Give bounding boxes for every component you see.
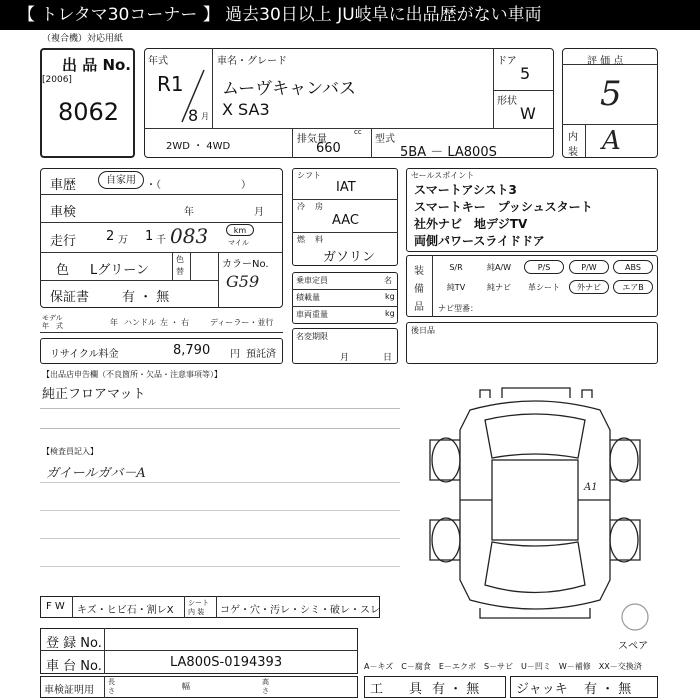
equip-tv: 純TV xyxy=(446,283,466,292)
body-type-value: W xyxy=(520,104,536,123)
color-label: 色 xyxy=(56,263,70,278)
subheader: （複合機）対応用紙 xyxy=(42,34,124,44)
warranty-label: 保証書 xyxy=(50,290,90,305)
recycle-unit: 円 xyxy=(230,349,240,360)
aircon-value: AAC xyxy=(332,213,359,228)
year-month-unit: 月 xyxy=(201,112,209,121)
sales-point-2: スマートキー プッシュスタート xyxy=(414,200,593,214)
mileage-man: 2 xyxy=(106,229,115,244)
sales-points-list xyxy=(414,182,593,250)
tools-label: 工 具 xyxy=(370,682,423,697)
recycle-value: 8,790 xyxy=(173,343,211,358)
lot-number: 8062 xyxy=(58,98,120,126)
spare-icon xyxy=(620,600,650,634)
name-change-day: 日 xyxy=(383,353,393,363)
interior-label-2: 装 xyxy=(568,147,578,158)
handle-value: 左 ・ 右 xyxy=(160,318,190,327)
weight-unit: kg xyxy=(385,309,395,318)
mileage-km: km xyxy=(226,224,254,236)
history-circle: 自家用 xyxy=(98,171,144,189)
model-year-unit: 年 xyxy=(110,318,118,327)
load-label: 積載量 xyxy=(296,293,320,302)
displacement-unit: cc xyxy=(354,128,362,136)
year-month: 8 xyxy=(188,106,199,125)
aircon-label-1: 冷 xyxy=(297,202,305,211)
tools-value: 有 ・ 無 xyxy=(432,682,480,697)
capacity-unit: 名 xyxy=(384,276,392,285)
recycle-label: リサイクル料金 xyxy=(50,349,119,360)
rear-items-label: 後日品 xyxy=(411,326,435,335)
cert-height-2: さ xyxy=(262,687,269,695)
name-change-label: 名変期限 xyxy=(296,332,328,341)
lot-box xyxy=(40,48,135,158)
shift-label: シフト xyxy=(297,171,321,180)
equip-ps: P/S xyxy=(524,260,564,274)
inspector-handwritten: ガイールガバ－A xyxy=(46,466,146,481)
inspection-label: 車検 xyxy=(50,205,77,220)
mileage-mile: マイル xyxy=(228,239,249,247)
load-unit: kg xyxy=(385,292,395,301)
fw-label: F W xyxy=(46,601,65,612)
equip-abs: ABS xyxy=(613,260,653,274)
diagram-mark: A1 xyxy=(584,482,598,493)
recycle-note: 預託済 xyxy=(246,349,276,360)
doors-value: 5 xyxy=(520,64,531,83)
inspection-year-unit: 年 xyxy=(184,207,194,218)
history-rest: ・（ ） xyxy=(146,180,251,191)
type-code-value: 5BA － LA800S xyxy=(400,145,497,160)
sales-points-label: セールスポイント xyxy=(411,171,475,180)
score-label: 評 価 点 xyxy=(587,56,624,67)
cert-length-2: さ xyxy=(108,687,115,695)
spare-label: スペア xyxy=(618,641,648,652)
notes-label: 【出品店申告欄（不良箇所・欠品・注意事項等）】 xyxy=(42,370,222,379)
handle-label: ハンドル xyxy=(124,318,156,327)
shift-value: IAT xyxy=(336,180,356,195)
capacity-label: 乗車定員 xyxy=(296,276,328,285)
mileage-handwritten: 083 xyxy=(170,224,209,248)
cert-width: 幅 xyxy=(182,682,190,691)
stamp: [2006] xyxy=(42,75,72,85)
equip-alloy: 純A/W xyxy=(486,263,512,272)
fuel-value: ガソリン xyxy=(323,250,376,265)
color-swap-2: 替 xyxy=(176,267,184,276)
mileage-label: 走行 xyxy=(50,234,77,249)
displacement-label: 排気量 xyxy=(297,134,327,145)
year-label: 年式 xyxy=(148,56,168,67)
body-type-label: 形状 xyxy=(497,96,517,107)
interior-label-1: 内 xyxy=(568,132,578,143)
cert-length-1: 長 xyxy=(108,678,115,686)
equipment-label-2: 備 xyxy=(414,284,424,295)
doors-label: ドア xyxy=(497,56,517,67)
equip-aftermarket-nav: 外ナビ xyxy=(569,280,609,294)
jack-value: 有 ・ 無 xyxy=(584,682,632,697)
chassis-label: 車 台 No. xyxy=(46,659,102,674)
inspector-label: 【検査員記入】 xyxy=(42,447,98,456)
model-name: ムーヴキャンバス xyxy=(222,79,356,99)
fuel-label-2: 料 xyxy=(315,235,323,244)
banner-title: 【 トレタマ30コーナー 】 過去30日以上 JU岐阜に出品歴がない車両 xyxy=(0,0,700,30)
year-era: R1 xyxy=(157,72,184,96)
damage-legend: A－キズ C－腐食 E－エクボ S－サビ U－凹ミ W－補修 XX－交換済 xyxy=(364,662,642,671)
dealer-type: ディーラー・並行 xyxy=(210,318,274,327)
equip-leather: 革シート xyxy=(528,283,560,292)
inspection-month-unit: 月 xyxy=(254,207,264,218)
equipment-label-1: 装 xyxy=(414,266,424,277)
interior-value: A xyxy=(602,126,621,156)
displacement-value: 660 xyxy=(316,141,341,156)
sales-point-1: スマートアシスト3 xyxy=(414,183,517,197)
score-value: 5 xyxy=(600,74,622,114)
name-change-month: 月 xyxy=(340,353,350,363)
color-no-label: カラーNo. xyxy=(222,259,269,270)
warranty-value: 有 ・ 無 xyxy=(122,290,170,305)
equip-airbag: エアB xyxy=(613,280,653,294)
chassis-value: LA800S-0194393 xyxy=(170,655,283,670)
jack-label: ジャッキ xyxy=(516,682,568,697)
fw-text: キズ・ヒビ石・割レX xyxy=(77,605,174,616)
mileage-sen: 1 xyxy=(145,229,154,244)
sales-point-4: 両側パワースライドドア xyxy=(414,234,545,248)
notes-text: 純正フロアマット xyxy=(42,387,146,402)
mileage-sen-unit: 千 xyxy=(156,235,166,246)
seat-label-2: 内 装 xyxy=(188,608,205,616)
sales-point-3: 社外ナビ 地デジTV xyxy=(414,217,528,231)
history-label: 車歴 xyxy=(50,178,77,193)
seat-label-1: シート xyxy=(188,599,209,607)
color-swap-1: 色 xyxy=(176,255,184,264)
car-diagram xyxy=(410,380,660,630)
mileage-man-unit: 万 xyxy=(118,235,128,246)
model-grade: X SA3 xyxy=(222,100,270,119)
cert-height-1: 高 xyxy=(262,678,269,686)
rear-items-box xyxy=(406,322,658,364)
registration-label: 登 録 No. xyxy=(46,636,102,651)
aircon-label-2: 房 xyxy=(315,202,323,211)
color-value: Lグリーン xyxy=(90,263,149,278)
type-code-label: 型式 xyxy=(375,134,395,145)
cert-label: 車検証明用 xyxy=(44,685,94,696)
equip-pw: P/W xyxy=(569,260,609,274)
weight-label: 車両重量 xyxy=(296,310,328,319)
model-year-label-2: 年 式 xyxy=(42,322,63,330)
lot-label: 出 品 No. xyxy=(62,56,132,74)
model-year-label-1: モデル xyxy=(42,314,63,322)
nav-model-label: ナビ型番： xyxy=(438,304,478,313)
equipment-label-3: 品 xyxy=(414,302,424,313)
drive-type: 2WD ・ 4WD xyxy=(166,141,231,152)
equip-nav: 純ナビ xyxy=(487,283,511,292)
color-no-value: G59 xyxy=(226,272,260,291)
model-label: 車名・グレード xyxy=(217,56,287,67)
equip-sr: S/R xyxy=(449,263,463,272)
fuel-label-1: 燃 xyxy=(297,235,305,244)
seat-text: コゲ・穴・汚レ・シミ・破レ・スレ xyxy=(220,605,380,616)
